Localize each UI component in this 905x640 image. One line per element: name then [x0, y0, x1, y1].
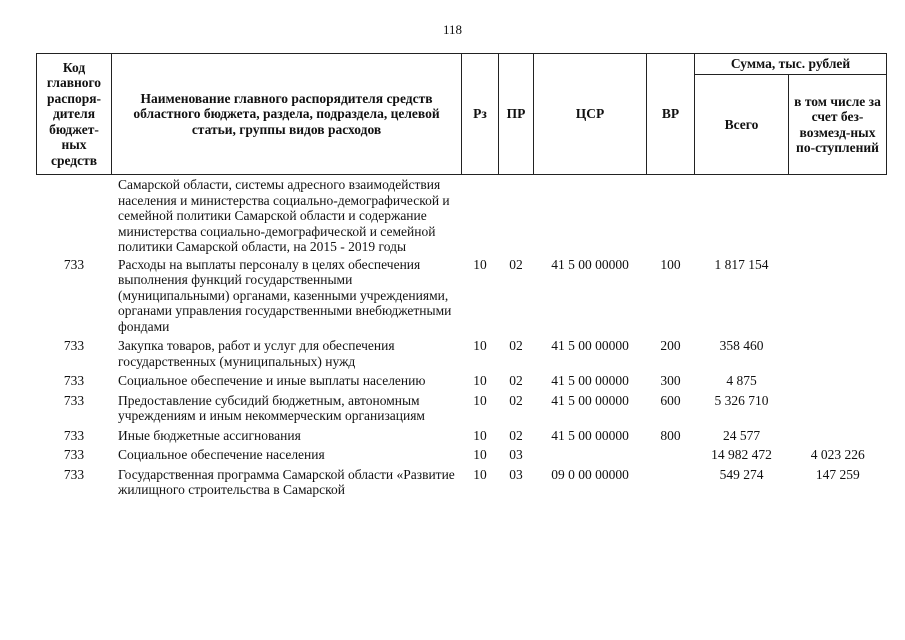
- cell-csr: 41 5 00 00000: [551, 256, 629, 272]
- cell-name: Самарской области, системы адресного взаимодействия населения и министерства социально-демографической и семейной политики Самарской области и содержание министерства социально-демографической и семейной политики Самарской области, на 2015 - 2019 годы: [118, 177, 450, 254]
- cell-csr: 09 0 00 00000: [551, 466, 629, 482]
- budget-table: [36, 53, 887, 500]
- cell-code: 733: [63, 466, 85, 482]
- cell-total: 24 577: [722, 427, 761, 443]
- cell-rz: 10: [473, 256, 487, 272]
- page-number: 118: [442, 22, 463, 37]
- cell-code: [37, 175, 112, 255]
- table-body: [37, 175, 887, 500]
- header-total: Всего: [695, 75, 789, 175]
- cell-pr: 03: [509, 447, 523, 462]
- cell-grant: 147 259: [815, 466, 860, 482]
- cell-code: 733: [63, 447, 85, 462]
- table-row: [37, 465, 887, 500]
- cell-rz: 10: [473, 466, 487, 482]
- cell-rz: 10: [473, 373, 487, 388]
- cell-name: Социальное обеспечение населения: [118, 447, 325, 462]
- cell-grant: [789, 371, 887, 391]
- header-vr: ВР: [647, 54, 695, 175]
- cell-total: 549 274: [719, 466, 764, 482]
- header-name: Наименование главного распорядителя средств областного бюджета, раздела, подраздела, целевой статьи, группы видов расходов: [112, 54, 462, 175]
- header-sum: Сумма, тыс. рублей: [695, 54, 887, 75]
- cell-csr: 41 5 00 00000: [551, 392, 629, 408]
- cell-pr: 02: [509, 256, 523, 272]
- cell-rz: [462, 175, 499, 255]
- cell-code: 733: [63, 338, 85, 353]
- cell-code: 733: [63, 427, 85, 443]
- table-row: [37, 445, 887, 465]
- cell-grant: [789, 175, 887, 255]
- cell-rz: 10: [473, 392, 487, 408]
- cell-rz: 10: [473, 447, 487, 462]
- table-header: [37, 54, 887, 175]
- cell-grant: [789, 391, 887, 426]
- cell-total: 5 326 710: [714, 392, 769, 408]
- cell-vr: 600: [660, 392, 681, 408]
- cell-vr: [647, 465, 695, 500]
- cell-name: Иные бюджетные ассигнования: [118, 427, 301, 443]
- cell-csr: 41 5 00 00000: [551, 427, 629, 443]
- table-row: [37, 371, 887, 391]
- cell-total: 358 460: [719, 338, 764, 353]
- cell-csr: 41 5 00 00000: [551, 338, 629, 353]
- cell-name: Социальное обеспечение и иные выплаты населению: [118, 373, 426, 388]
- cell-grant: [789, 426, 887, 446]
- header-csr: ЦСР: [534, 54, 647, 175]
- cell-rz: 10: [473, 427, 487, 443]
- cell-csr: [534, 445, 647, 465]
- cell-code: 733: [63, 373, 85, 388]
- cell-vr: 100: [660, 256, 681, 272]
- cell-code: 733: [63, 392, 85, 408]
- table-row: [37, 255, 887, 337]
- cell-pr: 02: [509, 373, 523, 388]
- header-grant: в том числе за счет без-возмезд-ных по-ступлений: [789, 75, 887, 175]
- cell-vr: 800: [660, 427, 681, 443]
- cell-csr: 41 5 00 00000: [551, 373, 629, 388]
- cell-pr: 02: [509, 427, 523, 443]
- cell-pr: 02: [509, 338, 523, 353]
- cell-grant: [789, 336, 887, 371]
- header-rz: Рз: [462, 54, 499, 175]
- cell-vr: [647, 445, 695, 465]
- table-row: [37, 175, 887, 255]
- cell-total: 1 817 154: [714, 256, 769, 272]
- cell-grant: 4 023 226: [810, 447, 865, 462]
- cell-name: Государственная программа Самарской области «Развитие жилищного строительства в Самарской: [118, 466, 455, 497]
- cell-csr: [534, 175, 647, 255]
- cell-pr: 03: [509, 466, 523, 482]
- table-row: [37, 391, 887, 426]
- cell-pr: [499, 175, 534, 255]
- cell-rz: 10: [473, 338, 487, 353]
- header-code: Код главного распоря-дителя бюджет-ных средств: [37, 54, 112, 175]
- cell-vr: 200: [660, 338, 681, 353]
- cell-code: 733: [63, 256, 85, 272]
- cell-vr: [647, 175, 695, 255]
- cell-grant: [789, 255, 887, 337]
- cell-name: Закупка товаров, работ и услуг для обеспечения государственных (муниципальных) нужд: [118, 338, 395, 369]
- cell-name: Предоставление субсидий бюджетным, автономным учреждениям и иным некоммерческим организациям: [118, 392, 425, 423]
- header-pr: ПР: [499, 54, 534, 175]
- table-row: [37, 336, 887, 371]
- cell-total: 4 875: [726, 373, 757, 388]
- cell-total: [695, 175, 789, 255]
- table-row: [37, 426, 887, 446]
- cell-vr: 300: [660, 373, 681, 388]
- cell-name: Расходы на выплаты персоналу в целях обеспечения выполнения функций государственными (муниципальными) органами, казенными учреждениями, органами управления государственными внебюджетными фондами: [118, 256, 452, 334]
- cell-total: 14 982 472: [711, 447, 772, 462]
- cell-pr: 02: [509, 392, 523, 408]
